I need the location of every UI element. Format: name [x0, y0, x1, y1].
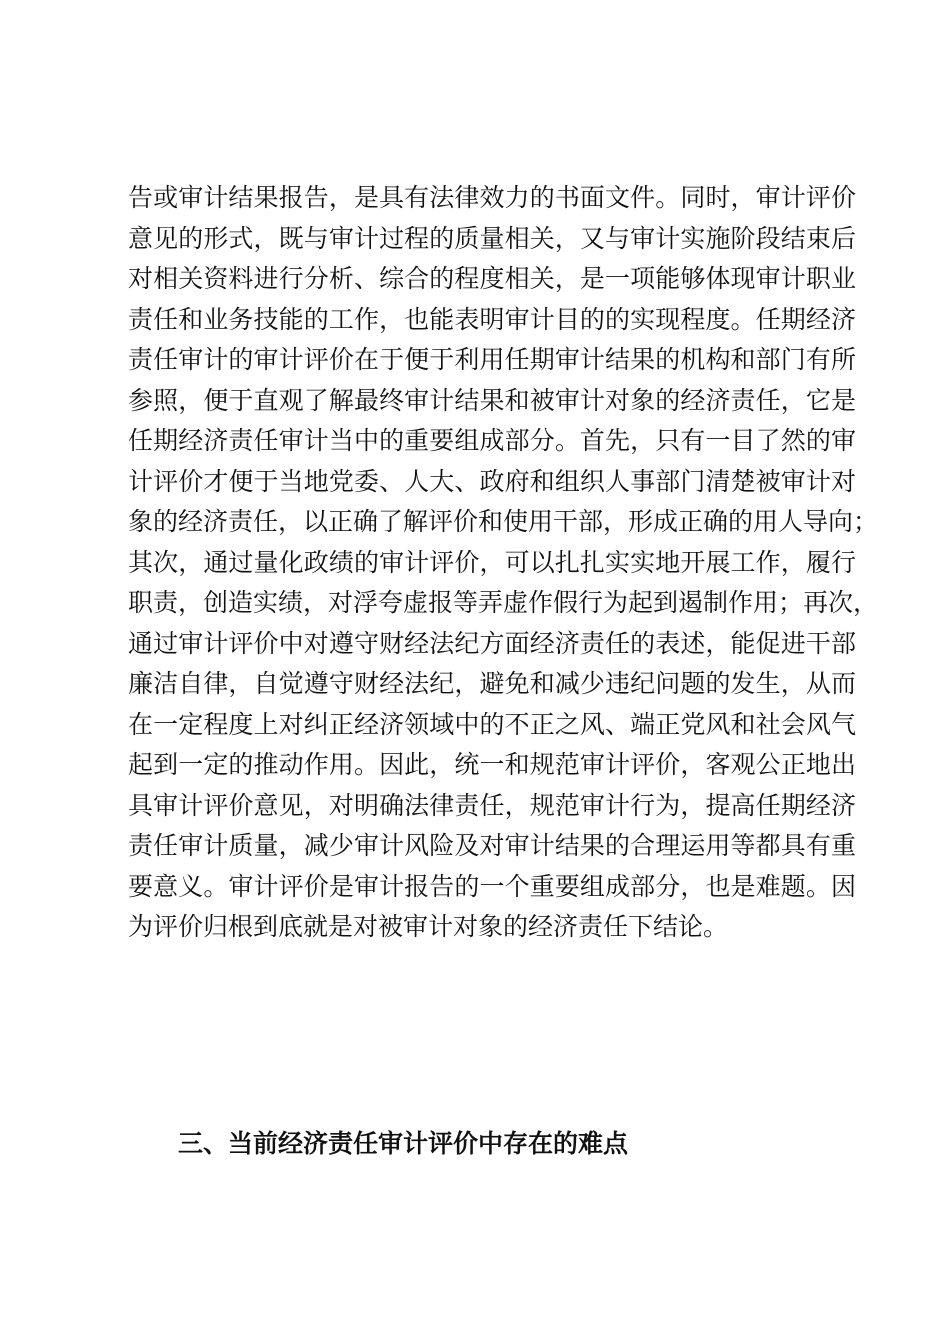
paragraph-line: 计评价才便于当地党委、人大、政府和组织人事部门清楚被审计对	[128, 466, 856, 496]
paragraph-line: 要意义。审计评价是审计报告的一个重要组成部分，也是难题。因	[128, 871, 856, 901]
paragraph-line: 责任审计质量，减少审计风险及对审计结果的合理运用等都具有重	[128, 831, 856, 860]
paragraph-line: 在一定程度上对纠正经济领域中的不正之风、端正党风和社会风气	[128, 709, 856, 739]
paragraph-line: 职责，创造实绩，对浮夸虚报等弄虚作假行为起到遏制作用；再次，	[128, 588, 879, 617]
paragraph-line: 象的经济责任，以正确了解评价和使用干部，形成正确的用人导向；	[128, 507, 879, 536]
section-heading: 三、当前经济责任审计评价中存在的难点	[178, 1129, 629, 1158]
paragraph-line: 廉洁自律，自觉遵守财经法纪，避免和减少违纪问题的发生，从而	[128, 669, 856, 698]
paragraph-line: 意见的形式，既与审计过程的质量相关，又与审计实施阶段结束后	[128, 223, 856, 253]
paragraph-line: 告或审计结果报告，是具有法律效力的书面文件。同时，审计评价	[128, 183, 856, 212]
paragraph-line: 对相关资料进行分析、综合的程度相关，是一项能够体现审计职业	[128, 264, 856, 293]
paragraph-line: 责任和业务技能的工作，也能表明审计目的的实现程度。任期经济	[128, 304, 856, 334]
paragraph-line: 其次，通过量化政绩的审计评价，可以扎扎实实地开展工作，履行	[128, 547, 856, 577]
paragraph-line: 参照，便于直观了解最终审计结果和被审计对象的经济责任，它是	[128, 385, 856, 415]
paragraph-line: 通过审计评价中对遵守财经法纪方面经济责任的表述，能促进干部	[128, 628, 856, 658]
paragraph-line: 任期经济责任审计当中的重要组成部分。首先，只有一目了然的审	[128, 426, 856, 455]
paragraph-line: 责任审计的审计评价在于便于利用任期审计结果的机构和部门有所	[128, 345, 856, 374]
body-paragraph	[128, 178, 879, 948]
paragraph-line: 起到一定的推动作用。因此，统一和规范审计评价，客观公正地出	[128, 750, 856, 779]
paragraph-line: 为评价归根到底就是对被审计对象的经济责任下结论。	[128, 912, 729, 941]
paragraph-line: 具审计评价意见，对明确法律责任，规范审计行为，提高任期经济	[128, 790, 856, 820]
